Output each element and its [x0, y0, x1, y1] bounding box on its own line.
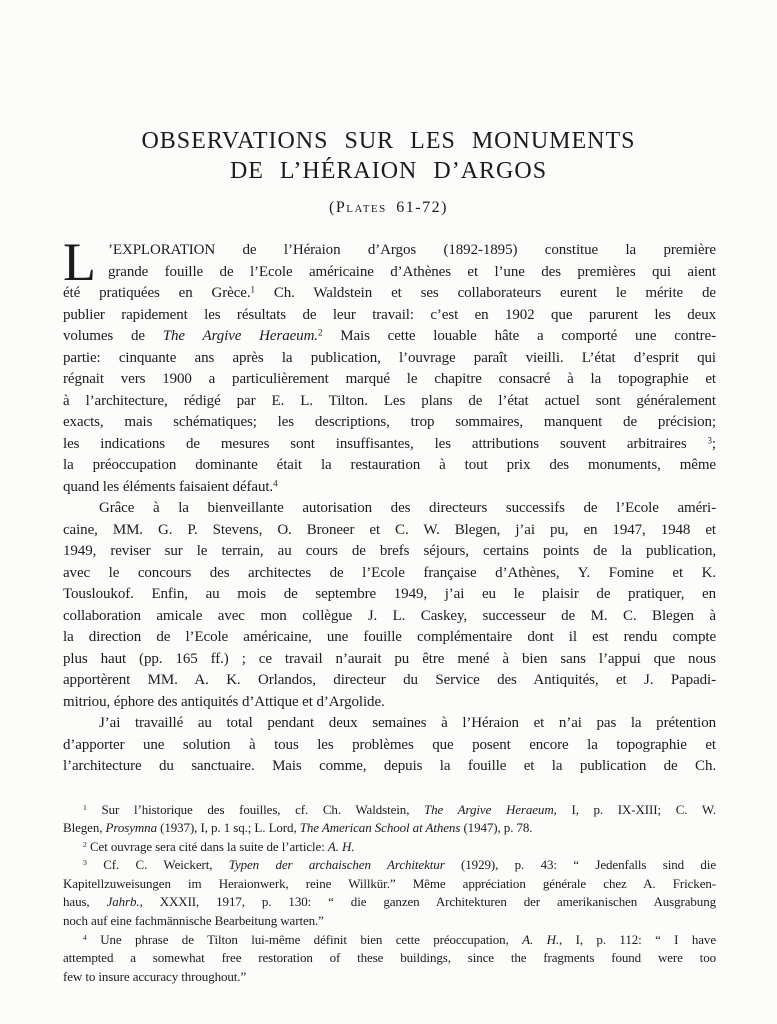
text-segment: Grâce à la bienveillante autorisation des directeurs successifs de l’Ecole améri- — [99, 500, 716, 516]
text-segment: partie: cinquante ans après la publication, l’ouvrage paraît vieilli. L’état d’esprit qui — [63, 349, 716, 366]
paragraph-1 — [63, 232, 717, 498]
text-line — [63, 369, 716, 391]
text-line — [63, 692, 716, 714]
text-segment: Blegen, — [63, 820, 106, 836]
text-segment: (1947), p. 78. — [460, 820, 533, 836]
text-line — [63, 305, 716, 327]
article-body — [63, 232, 717, 986]
footnote-marker: 3 — [707, 435, 712, 445]
text-line — [63, 649, 716, 671]
footnote-1 — [63, 801, 716, 838]
text-segment: quand les éléments faisaient défaut. — [63, 478, 274, 495]
text-segment: ; — [711, 435, 716, 452]
text-segment: la direction de l’Ecole américaine, une fouille complémentaire dont il est rendu compte — [63, 629, 716, 645]
text-line — [63, 606, 716, 628]
text-line — [63, 931, 716, 950]
article-title — [0, 126, 777, 186]
text-segment: plus haut (pp. 165 ff.) ; ce travail n’aurait pu être mené à bien sans l’appui que nous — [63, 650, 716, 667]
text-segment: volumes de — [63, 328, 163, 344]
title-line-2: DE L’HÉRAION D’ARGOS — [229, 158, 548, 184]
text-segment: Cf. C. Weickert, — [86, 857, 229, 873]
text-line — [63, 434, 716, 456]
text-line — [63, 949, 716, 968]
footnote-marker: 2 — [83, 839, 87, 849]
text-line — [63, 541, 716, 563]
text-segment: les indications de mesures sont insuffisantes, les attributions souvent arbitraires — [63, 435, 708, 452]
text-line — [63, 735, 716, 757]
text-segment: caine, MM. G. P. Stevens, O. Broneer et C. W. Blegen, j’ai pu, en 1947, 1948 et — [63, 521, 716, 538]
text-segment: exacts, mais schématiques; les descriptions, trop sommaires, manquent de précision; — [63, 414, 716, 430]
text-line — [63, 348, 716, 370]
text-line — [63, 670, 716, 692]
paragraph-3 — [63, 713, 716, 778]
text-segment: Tousloukof. Enfin, au mois de septembre 1949, j’ai eu le plaisir de pratiquer, en — [63, 586, 716, 602]
text-segment: 1949, reviser sur le terrain, au cours de brefs séjours, certains points de la publication, — [63, 543, 716, 559]
footnote-marker: 4 — [83, 932, 87, 942]
text-line — [63, 477, 716, 499]
text-segment: J’ai travaillé au total pendant deux semaines à l’Héraion et n’ai pas la prétention — [99, 715, 716, 731]
text-segment: Kapitellzuweisungen im Heraionwerk, reine Willkür.” Même appréciation générale chez A. Fricken- — [63, 875, 716, 891]
text-segment: , XXXII, 1917, p. 130: “ die ganzen Architekturen der amerikanischen Ausgrabung — [139, 894, 716, 910]
text-line — [63, 412, 716, 434]
text-segment: apportèrent MM. A. K. Orlandos, directeur du Service des Antiquités, et J. Papadi- — [63, 672, 716, 688]
text-line — [63, 391, 716, 413]
footnote-marker: 4 — [273, 478, 278, 488]
text-line — [63, 283, 716, 305]
article-header — [0, 0, 777, 217]
text-segment: régnait vers 1900 a particulièrement marqué le chapitre consacré à la topographie et — [63, 371, 716, 387]
footnote-3 — [63, 856, 716, 930]
text-segment: , I, p. IX-XIII; C. W. — [553, 801, 716, 817]
text-line — [63, 819, 716, 838]
footnote-marker: 2 — [317, 327, 323, 338]
text-line — [63, 756, 716, 778]
drop-cap: L — [63, 232, 96, 292]
italic-text: Prosymna — [105, 820, 157, 836]
text-segment: ’EXPLORATION de l’Héraion d’Argos (1892-1895) constitue la première — [108, 242, 716, 258]
text-segment: collaboration amicale avec mon collègue J. L. Caskey, successeur de M. C. Blegen à — [63, 607, 716, 624]
text-line — [63, 875, 716, 894]
italic-text: A. H. — [327, 838, 355, 854]
text-segment: avec le concours des architectes de l’Ecole française d’Athènes, Y. Fomine et K. — [63, 564, 716, 581]
text-segment: attempted a somewhat free restoration of these buildings, since the fragments found were too — [63, 950, 716, 966]
text-line — [63, 912, 716, 931]
text-segment: , I, p. 112: “ I have — [559, 931, 716, 947]
text-line — [63, 563, 716, 585]
text-line — [63, 968, 716, 987]
text-segment: été pratiquées en Grèce. — [63, 285, 251, 301]
text-segment: Cet ouvrage sera cité dans la suite de l’article: — [86, 838, 328, 854]
text-segment: Une phrase de Tilton lui-même définit bien cette préoccupation, — [86, 931, 523, 947]
text-segment: la préoccupation dominante était la restauration à tout prix des monuments, même — [63, 457, 716, 473]
text-segment: publier rapidement les résultats de leur travail: c’est en 1902 que parurent les deux — [63, 306, 716, 323]
italic-text: Typen der archaischen Architektur — [228, 857, 445, 873]
text-segment: haus, — [63, 894, 107, 910]
text-segment: mitriou, éphore des antiquités d’Attique et d’Argolide. — [63, 693, 385, 710]
italic-text: The Argive Heraeum. — [162, 328, 318, 344]
text-line — [63, 893, 716, 912]
footnote-marker: 1 — [83, 802, 87, 812]
footnote-4 — [63, 931, 716, 987]
text-segment: Sur l’historique des fouilles, cf. Ch. Waldstein, — [86, 801, 425, 817]
text-line — [63, 627, 716, 649]
title-line-1: OBSERVATIONS SUR LES MONUMENTS — [141, 128, 636, 154]
text-segment: grande fouille de l’Ecole américaine d’Athènes et l’une des premières qui aient — [108, 263, 716, 280]
text-line — [63, 455, 716, 477]
text-segment: noch auf eine fachmännische Bearbeitung warten.” — [63, 913, 324, 929]
text-segment: Ch. Waldstein et ses collaborateurs eurent le mérite de — [254, 285, 716, 301]
text-line — [63, 498, 716, 520]
italic-text: Jahrb. — [106, 894, 140, 910]
text-line — [63, 326, 716, 348]
italic-text: A. H. — [522, 931, 560, 947]
text-segment: à l’architecture, rédigé par E. L. Tilton. Les plans de l’état actuel sont généralement — [63, 392, 716, 409]
text-segment: (1929), p. 43: “ Jedenfalls sind die — [444, 857, 716, 873]
text-line — [63, 262, 716, 284]
footnote-marker: 3 — [83, 858, 87, 868]
italic-text: The Argive Heraeum — [424, 801, 554, 817]
text-segment: Mais cette louable hâte a comporté une contre- — [322, 328, 717, 344]
text-line — [63, 838, 716, 857]
text-segment: d’apporter une solution à tous les problèmes que posent encore la topographie et — [63, 736, 716, 753]
text-line — [63, 240, 716, 262]
italic-text: The American School at Athens — [299, 820, 461, 836]
footnote-marker: 1 — [250, 284, 255, 295]
text-line — [63, 713, 716, 735]
text-segment: (1937), I, p. 1 sq.; L. Lord, — [156, 820, 300, 836]
footnotes-section — [63, 801, 716, 987]
text-segment: few to insure accuracy throughout.” — [63, 968, 247, 984]
text-line — [63, 801, 716, 820]
text-line — [63, 584, 716, 606]
plates-reference: (Plates 61-72) — [329, 199, 448, 216]
footnote-2 — [63, 838, 716, 857]
paragraph-2 — [63, 498, 716, 713]
text-segment: l’architecture du sanctuaire. Mais comme, depuis la fouille et la publication de Ch. — [63, 758, 716, 774]
text-line — [63, 520, 716, 542]
text-line — [63, 856, 716, 875]
